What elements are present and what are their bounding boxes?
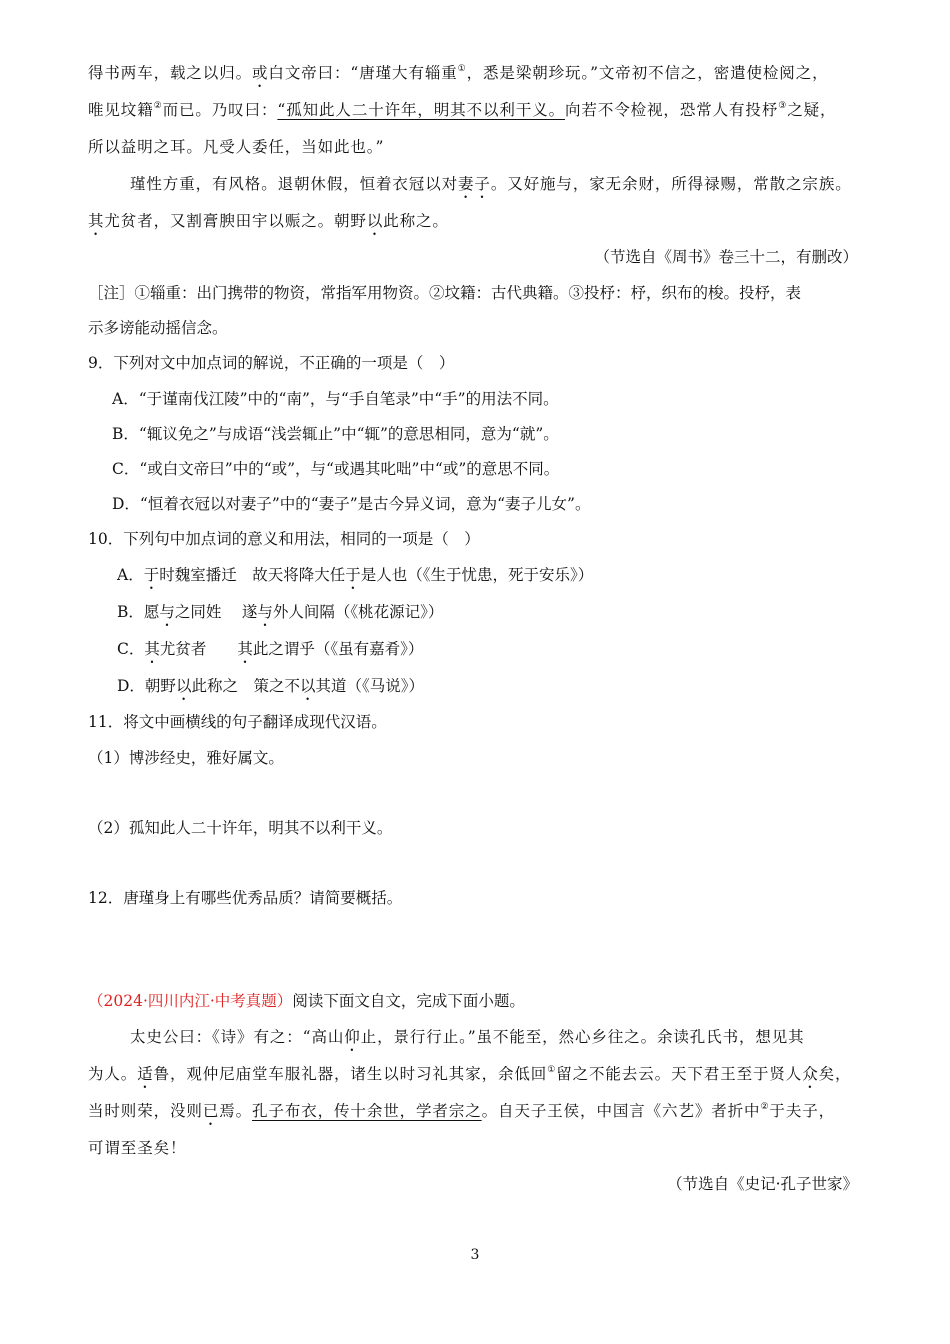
text: 焉。: [219, 1102, 253, 1120]
text: 唯见坟籍: [88, 101, 154, 119]
emphasized-word: 于: [143, 566, 160, 584]
text: 而已。乃叹曰：: [162, 101, 278, 119]
note-line-1: ［注］①辎重：出门携带的物资，常指军用物资。②坟籍：古代典籍。③投杼：杼，织布的梭。投杼，表: [88, 284, 802, 302]
footnote-marker: ①: [547, 1065, 557, 1075]
footnote-marker: ③: [778, 101, 788, 111]
footnote-marker: ②: [153, 101, 163, 111]
emphasized-word: 适: [137, 1065, 154, 1083]
emphasized-word: 以: [366, 212, 384, 230]
text: 白文帝曰：“唐瑾大有辎重: [268, 64, 458, 82]
text: 其道（《马说》）: [315, 677, 424, 695]
passage1-source: （节选自《周书》卷三十二，有删改）: [594, 248, 858, 266]
text: 之疑，: [787, 101, 837, 119]
passage1-line-1: [88, 62, 829, 91]
text: B．愿: [117, 603, 160, 621]
text: 外人间隔（《桃花源记》）: [272, 603, 444, 621]
text: 于夫子，: [769, 1102, 836, 1120]
passage2-line-3: [88, 1100, 835, 1129]
text: C．: [117, 640, 145, 658]
text: 太史公曰：《诗》有之：“高山: [130, 1028, 345, 1046]
text: 此称之 策之不: [191, 677, 300, 695]
page-number: 3: [470, 1247, 480, 1263]
question-11-part-2: （2）孤知此人二十许年，明其不以利干义。: [88, 819, 393, 837]
question-10-option-d: [117, 675, 424, 704]
text: 向若不令检视，恐常人有投杼: [565, 101, 779, 119]
question-11-part-1: （1）博涉经史，雅好属文。: [88, 749, 284, 767]
question-9-option-a: A．“于谨南伐江陵”中的“南”，与“手自笔录”中“手”的用法不同。: [112, 390, 559, 408]
question-10-option-a: [117, 564, 593, 593]
question-9: 9．下列对文中加点词的解说，不正确的一项是（ ）: [88, 354, 455, 372]
emphasized-word: 妻子: [458, 175, 491, 193]
question-10-option-b: [117, 601, 443, 630]
text: A．: [117, 566, 144, 584]
text: 。又好施与，家无余财，所得禄赐，常散之宗族。: [490, 175, 852, 193]
question-9-option-d: D．“恒着衣冠以对妻子”中的“妻子”是古今异义词，意为“妻子儿女”。: [112, 495, 591, 513]
footnote-marker: ①: [457, 64, 467, 74]
passage2-line-1: [130, 1026, 805, 1055]
footnote-marker: ②: [760, 1102, 770, 1112]
emphasized-word: 以: [299, 677, 316, 695]
passage2-line-2: [88, 1063, 851, 1092]
emphasized-word: 仰: [344, 1028, 361, 1046]
passage1-line-4: [130, 173, 852, 202]
text: ，悉是梁朝珍玩。”文帝初不信之，密遣使检阅之，: [466, 64, 829, 82]
emphasized-word: 与: [159, 603, 175, 621]
question-10-option-c: [117, 638, 423, 667]
passage2-header: [88, 990, 525, 1012]
text: 得书两车，载之以归。: [88, 64, 253, 82]
emphasized-word: 或: [252, 64, 269, 82]
emphasized-word: 其: [237, 640, 253, 658]
passage2-line-4: 可谓至圣矣！: [88, 1139, 187, 1157]
question-9-option-b: B．“辄议免之”与成语“浅尝辄止”中“辄”的意思相同，意为“就”。: [112, 425, 559, 443]
passage1-line-3: 所以益明之耳。凡受人委任，当如此也。”: [88, 138, 385, 156]
question-10: 10．下列句中加点词的意义和用法，相同的一项是（ ）: [88, 530, 480, 548]
text: 阅读下面文自文，完成下面小题。: [292, 992, 525, 1010]
question-12: 12．唐瑾身上有哪些优秀品质？请简要概括。: [88, 889, 403, 907]
underlined-sentence: 孔子布衣，传十余世，学者宗之: [252, 1102, 482, 1120]
text: 时魏室播迁 故天将降大任: [159, 566, 346, 584]
emphasized-word: 以: [175, 677, 192, 695]
text: 为人。: [88, 1065, 138, 1083]
text: 尤贫者: [159, 640, 238, 658]
text: 留之不能去云。天下君王至于贤人: [556, 1065, 803, 1083]
emphasized-word: 于: [345, 566, 361, 584]
source-tag: （2024·四川内江·中考真题）: [88, 992, 293, 1010]
emphasized-word: 众: [802, 1065, 819, 1083]
emphasized-word: 已: [202, 1102, 220, 1120]
passage1-line-5: [88, 210, 449, 239]
text: 之同姓 遂: [174, 603, 258, 621]
text: 止，景行行止。”虽不能至，然心乡往之。余读孔氏书，想见其: [360, 1028, 805, 1046]
text: 瑾性方重，有风格。退朝休假，恒着衣冠以对: [130, 175, 459, 193]
question-11: 11．将文中画横线的句子翻译成现代汉语。: [88, 713, 387, 731]
text: 鲁，观仲尼庙堂车服礼器，诸生以时习礼其家，余低回: [153, 1065, 548, 1083]
emphasized-word: 其: [144, 640, 160, 658]
underlined-sentence: “孤知此人二十许年，明其不以利干义。: [277, 101, 566, 119]
text: 此之谓乎（《虽有嘉肴》）: [252, 640, 424, 658]
text: 尤贫者，又割膏腴田宇以赈之。朝野: [104, 212, 367, 230]
question-9-option-c: C．“或白文帝曰”中的“或”，与“或遇其叱咄”中“或”的意思不同。: [112, 460, 560, 478]
text: 此称之。: [383, 212, 449, 230]
emphasized-word: 其: [88, 212, 105, 230]
emphasized-word: 与: [257, 603, 273, 621]
text: 是人也（《生于忧患，死于安乐》）: [360, 566, 594, 584]
text: 当时则荣，没则: [88, 1102, 203, 1120]
passage1-line-2: [88, 99, 836, 121]
passage2-source: （节选自《史记·孔子世家》: [667, 1175, 858, 1193]
text: 。自天子王侯，中国言《六艺》者折中: [481, 1102, 761, 1120]
text: D．朝野: [117, 677, 176, 695]
note-line-2: 示多谤能动摇信念。: [88, 319, 228, 337]
text: 矣，: [818, 1065, 852, 1083]
